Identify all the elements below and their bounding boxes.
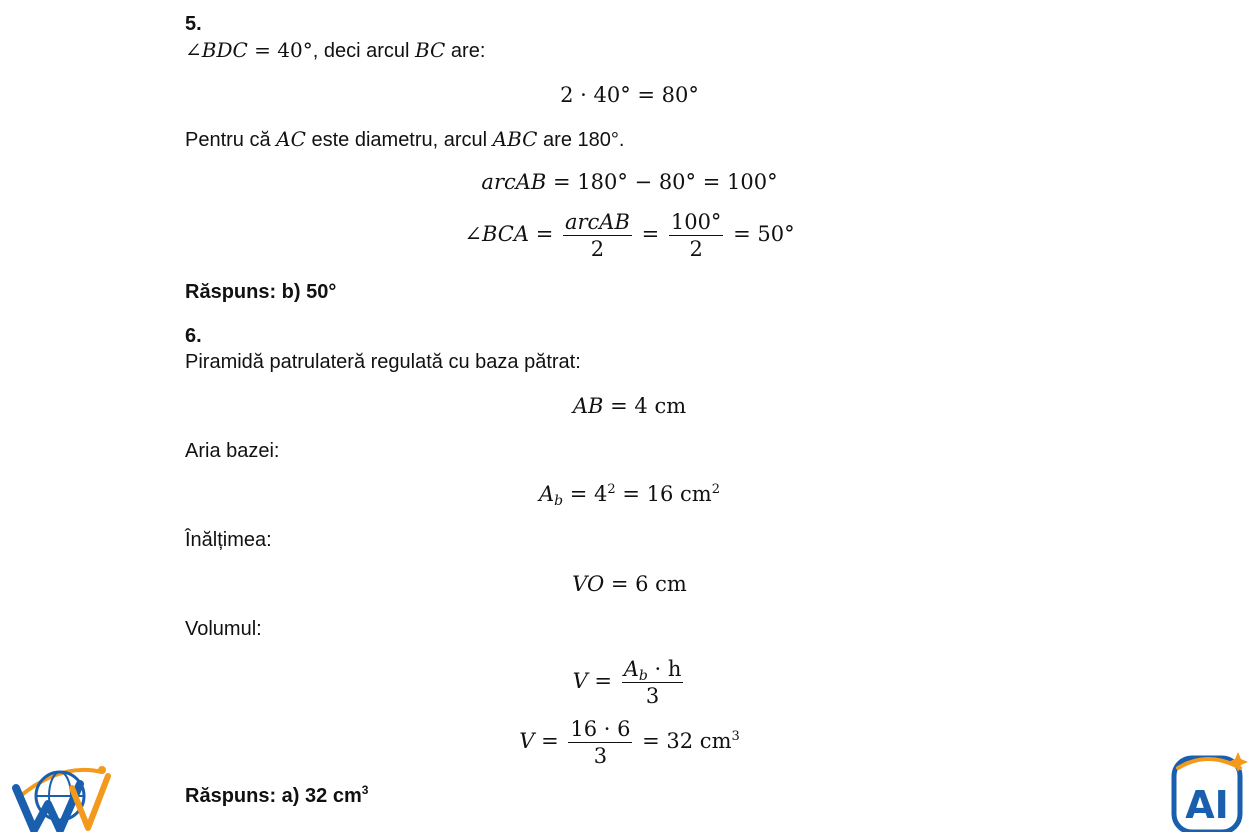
problem-6-answer: Răspuns: a) 32 $cm^3$ — [185, 783, 369, 807]
problem-5-line-2: Pentru că AC este diametru, arcul ABC are 180°. — [185, 127, 625, 151]
label-height: Înălțimea: — [185, 529, 272, 551]
fraction-volume-formula: $\frac{A_b \cdot h}{3}$ — [623, 657, 682, 708]
equation-volume-value: V = $\frac{16 \cdot 6}{3}$ = 32 $cm^3$ — [519, 717, 740, 768]
fraction-arc-over-2: $\frac{\text{arcAB}}{2}$ — [564, 210, 630, 261]
equation-double-angle: 2 · 40° = 80° — [560, 83, 699, 107]
problem-6-number: 6. — [185, 325, 202, 347]
problem-5-line-1: ∠BDC = 40°, deci arcul BC are: — [185, 38, 486, 62]
ai-badge-icon — [1168, 748, 1248, 832]
label-base-area: Aria bazei: — [185, 440, 280, 462]
fraction-16x6-over-3: $\frac{16 \cdot 6}{3}$ — [570, 717, 631, 768]
problem-5-number: 5. — [185, 13, 202, 35]
equation-volume-formula: V = $\frac{A_b \cdot h}{3}$ — [572, 657, 682, 708]
problem-5-answer: Răspuns: b) 50° — [185, 281, 337, 303]
globe-w-logo-icon — [10, 758, 115, 832]
problem-6-intro: Piramidă patrulateră regulată cu baza pătrat: — [185, 351, 581, 373]
equation-height: VO = 6 cm — [572, 572, 687, 596]
equation-arc-ab: arcAB = 180° − 80° = 100° — [481, 170, 778, 194]
fraction-100-over-2: $\frac{100^\circ}{2}$ — [670, 210, 722, 261]
equation-angle-bca: ∠BCA = $\frac{\text{arcAB}}{2}$ = $\frac{100^\circ}{2}$ = 50° — [464, 210, 795, 261]
equation-ab-length: AB = 4 cm — [572, 394, 687, 418]
label-volume: Volumul: — [185, 618, 262, 640]
ai-badge-label: AI — [1185, 783, 1229, 827]
equation-base-area: $A_b = 4^2 = 16$ $cm^2$ — [538, 482, 721, 509]
